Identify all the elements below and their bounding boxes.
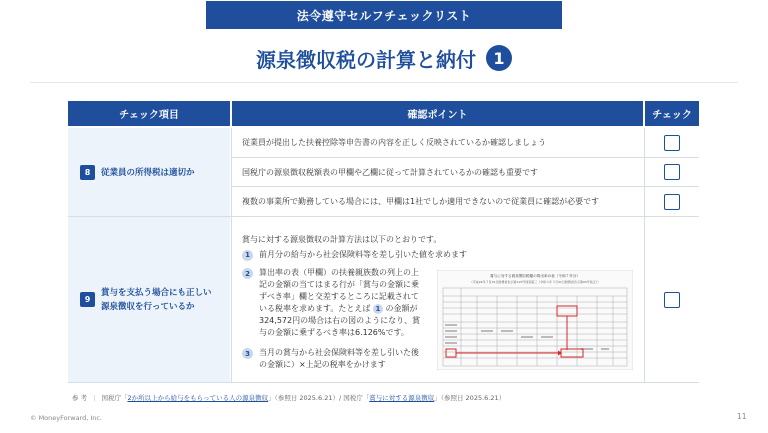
row8-check-3-cell xyxy=(645,187,699,216)
row8-label-text: 従業員の所得税は適切か xyxy=(101,168,195,178)
step-3-line-1: 当月の賞与から社会保険料等を差し引いた後 xyxy=(259,348,419,357)
row8-number: 8 xyxy=(80,165,95,180)
col-header-item: チェック項目 xyxy=(68,101,230,126)
step-2-line-5: 324,572円の場合は右の図のようになり、賞 xyxy=(259,316,421,325)
row8-divider-2 xyxy=(232,186,699,187)
checklist-tag: 法令遵守セルフチェックリスト xyxy=(206,1,562,29)
row8-checkbox-3[interactable] xyxy=(664,194,680,210)
col-divider-1 xyxy=(231,128,232,382)
table-bottom xyxy=(68,382,699,383)
step-1-text: 前月分の給与から社会保険料等を差し引いた値を求めます xyxy=(259,250,467,259)
reference-1-suffix: 」（参照日 2025.6.21）/ 国税庁「 xyxy=(268,394,370,402)
col-divider-2 xyxy=(644,128,645,382)
row8-check-2-cell xyxy=(645,158,699,186)
row8-point-3: 複数の事業所で勤務している場合には、甲欄は1社でしか適用できないので従業員に確認が必要です xyxy=(232,187,643,216)
step-3-number: 3 xyxy=(242,348,253,359)
page-title-text: 源泉徴収税の計算と納付 xyxy=(256,47,476,72)
row8-checkbox-1[interactable] xyxy=(664,135,680,151)
reference-label: 参 考 xyxy=(72,394,88,402)
reference-link-1[interactable]: 2か所以上から給与をもらっている人の源泉徴収 xyxy=(127,394,269,402)
step-1-number: 1 xyxy=(242,250,253,261)
row9-intro: 賞与に対する源泉徴収の計算方法は以下のとおりです。 xyxy=(242,235,442,244)
row9-step-2 xyxy=(242,267,420,339)
page-number: 11 xyxy=(737,412,747,421)
row9-label-line1: 賞与を支払う場合にも正しい xyxy=(101,287,212,298)
row9-label xyxy=(68,217,230,382)
row8-check-1-cell xyxy=(645,128,699,157)
tax-rate-table-figure xyxy=(437,270,633,370)
col-header-check: チェック xyxy=(645,101,699,126)
title-number-badge: 1 xyxy=(486,45,512,71)
row9-checkbox[interactable] xyxy=(664,292,680,308)
row8-point-1: 従業員が提出した扶養控除等申告書の内容を正しく反映されているか確認しましょう xyxy=(232,128,643,157)
step-2-line-1: 算出率の表（甲欄）の扶養親族数の列上の上 xyxy=(259,268,419,277)
step-3-line-2: の金額に）×上記の税率をかけます xyxy=(259,360,386,369)
row9-check-cell xyxy=(645,217,699,382)
reference-2-suffix: 」（参照日 2025.6.21） xyxy=(434,394,506,402)
step-2-line-4-text: いる税率を求めます。たとえば xyxy=(259,304,371,313)
row8-label xyxy=(68,128,230,216)
step-2-line-3: ずべき率」欄と交差するところに記載されて xyxy=(259,292,419,301)
row8-checkbox-2[interactable] xyxy=(664,164,680,180)
step-2-line-6: 与の金額に乗ずるべき率は6.126%です。 xyxy=(259,328,409,337)
row8-point-2: 国税庁の源泉徴収税額表の甲欄や乙欄に従って計算されているかの確認も重要です xyxy=(232,158,643,186)
reference-link-2[interactable]: 賞与に対する源泉徴収 xyxy=(369,394,435,402)
step-2-line-4 xyxy=(259,303,420,315)
step-2-number: 2 xyxy=(242,268,253,279)
col-header-points: 確認ポイント xyxy=(232,101,643,126)
row8-divider-1 xyxy=(232,157,699,158)
step-2-line-2: 記の金額の当てはまる行が「賞与の金額に乗 xyxy=(259,280,419,289)
reference-1-prefix: 国税庁「 xyxy=(101,394,128,402)
row9-number: 9 xyxy=(80,292,95,307)
page-title xyxy=(0,43,768,73)
step-2-ref: 1 xyxy=(373,304,383,314)
figure-caption-1: 賞与に対する源泉徴収税額の算出率の表（令和７年分） xyxy=(490,274,580,278)
step-2-line-4-tail: の金額が xyxy=(385,304,418,313)
row9-step-3 xyxy=(242,347,419,371)
row9-step-1 xyxy=(242,249,467,261)
figure-caption-2: （平成24年３月31日財務省告示第115号別表第三（令和６年３月31日財務省告示第93号改正）） xyxy=(469,280,601,284)
title-divider xyxy=(30,82,738,83)
reference-line: 参 考 | 国税庁「2か所以上から給与をもらっている人の源泉徴収」（参照日 2025.6.21）/ 国税庁「賞与に対する源泉徴収」（参照日 2025.6.21） xyxy=(72,394,506,402)
row9-label-text xyxy=(101,286,212,314)
row9-label-line2: 源泉徴収を行っているか xyxy=(101,301,195,312)
copyright: © MoneyForward, Inc. xyxy=(30,414,103,422)
